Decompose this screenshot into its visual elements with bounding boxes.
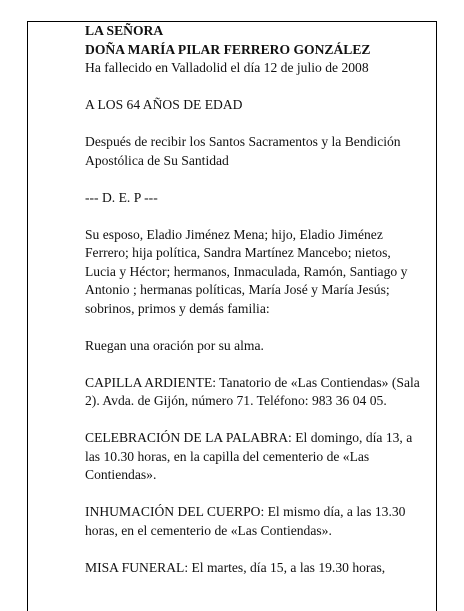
title-line: LA SEÑORA (85, 23, 164, 38)
age-line: A LOS 64 AÑOS DE EDAD (85, 97, 243, 112)
celebration-paragraph: CELEBRACIÓN DE LA PALABRA: El domingo, día 13, a las 10.30 horas, en la capilla del cementerio de «Las Contiendas». (85, 430, 413, 482)
dep-line: --- D. E. P --- (85, 189, 158, 205)
death-line: Ha fallecido en Valladolid el día 12 de julio de 2008 (85, 60, 369, 75)
sacraments-paragraph: Después de recibir los Santos Sacramentos y la Bendición Apostólica de Su Santidad (85, 134, 401, 168)
burial-paragraph: INHUMACIÓN DEL CUERPO: El mismo día, a las 13.30 horas, en el cementerio de «Las Contiendas». (85, 504, 406, 538)
funeral-paragraph: MISA FUNERAL: El martes, día 15, a las 19.30 horas, (85, 559, 386, 575)
prayer-line: Ruegan una oración por su alma. (85, 337, 264, 353)
family-paragraph: Su esposo, Eladio Jiménez Mena; hijo, Eladio Jiménez Ferrero; hija política, Sandra Martínez Mancebo; nietos, Lucia y Héctor; hermanos, Inmaculada, Ramón, Santiago y Antonio ; hermanas políticas, María José y María Jesús; sobrinos, primos y demás familia: (85, 226, 408, 316)
deceased-name: DOÑA MARÍA PILAR FERRERO GONZÁLEZ (85, 41, 371, 57)
obituary-text (85, 22, 425, 596)
chapel-paragraph: CAPILLA ARDIENTE: Tanatorio de «Las Contiendas» (Sala 2). Avda. de Gijón, número 71. Teléfono: 983 36 04 05. (85, 374, 420, 408)
header-block (85, 22, 425, 78)
